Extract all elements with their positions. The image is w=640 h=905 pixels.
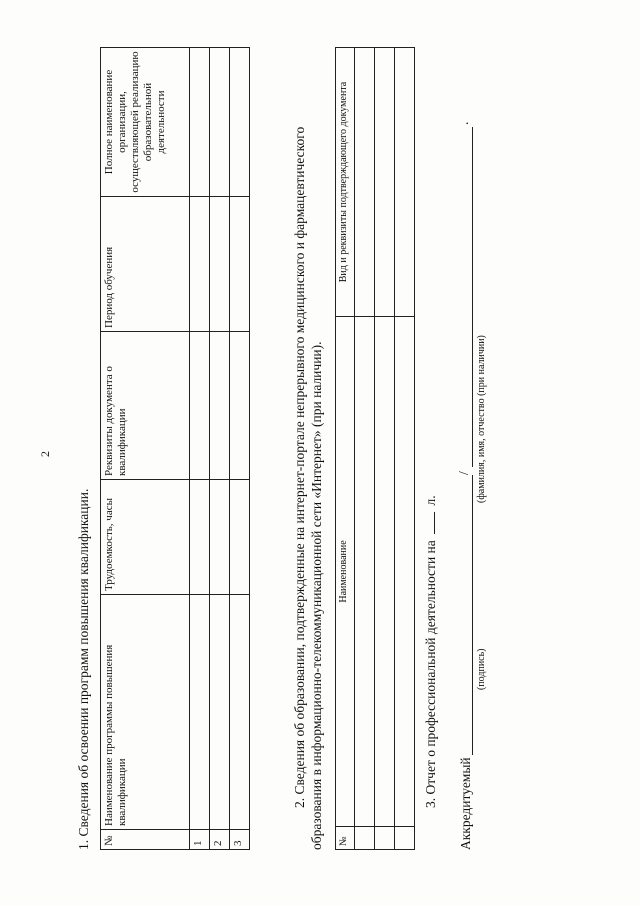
qualification-table: [100, 47, 250, 850]
table-row: [375, 48, 395, 850]
table-cell[interactable]: [230, 480, 250, 595]
pages-count-field[interactable]: [434, 512, 435, 534]
table-cell[interactable]: [395, 48, 415, 317]
table-cell[interactable]: [210, 197, 230, 332]
table-cell[interactable]: [230, 197, 250, 332]
table-cell[interactable]: [190, 332, 210, 480]
full-name-caption: (фамилия, имя, отчество (при наличии): [476, 335, 487, 503]
table-cell[interactable]: [395, 317, 415, 827]
qualification-header-row: [101, 48, 190, 850]
table-row: [395, 48, 415, 850]
table-cell[interactable]: [230, 48, 250, 197]
signature-period: .: [456, 121, 471, 125]
signature-label: Аккредитуемый: [458, 757, 473, 850]
col-period-header: Период обучения: [101, 197, 190, 332]
section3-title-suffix: л.: [423, 495, 438, 506]
table-row: [210, 48, 230, 850]
row-number: 1: [190, 830, 210, 850]
section2-title-line1: 2. Сведения об образовании, подтвержденные на интернет-портале непрерывного медицинского и фармацевтического: [292, 126, 307, 808]
table-cell[interactable]: [210, 595, 230, 830]
table-cell[interactable]: [375, 48, 395, 317]
signature-caption: (подпись): [476, 648, 487, 690]
full-name-line[interactable]: [472, 127, 473, 467]
section3-title-prefix: 3. Отчет о профессиональной деятельности на: [423, 540, 438, 808]
section1-title: 1. Сведения об освоении программ повышения квалификации.: [76, 488, 91, 850]
col-num-header: №: [336, 827, 355, 850]
table-cell[interactable]: [190, 595, 210, 830]
table-row: [355, 48, 375, 850]
table-cell[interactable]: [210, 480, 230, 595]
col-organization-header: Полное наименование организации, осуществляющей реализацию образовательной деятельности: [101, 48, 190, 197]
education-portal-table: [335, 47, 415, 850]
page-number: 2: [38, 451, 52, 457]
section3-title: [423, 495, 439, 808]
table-cell[interactable]: [375, 827, 395, 850]
col-doc-type-header: Вид и реквизиты подтверждающего документа: [336, 48, 355, 317]
education-header-row: [336, 48, 355, 850]
table-cell[interactable]: [230, 332, 250, 480]
row-number: 2: [210, 830, 230, 850]
signature-line[interactable]: [472, 475, 473, 755]
table-cell[interactable]: [230, 595, 250, 830]
table-cell[interactable]: [355, 48, 375, 317]
section2-title-line2: образования в информационно-телекоммуникационной сети «Интернет» (при наличии).: [309, 341, 324, 850]
table-cell[interactable]: [190, 480, 210, 595]
table-cell[interactable]: [355, 827, 375, 850]
col-program-header: Наименование программы повышения квалификации: [101, 595, 190, 830]
col-num-header: №: [101, 830, 190, 850]
table-row: [190, 48, 210, 850]
signature-slash: /: [456, 471, 471, 475]
table-cell[interactable]: [210, 48, 230, 197]
table-cell[interactable]: [375, 317, 395, 827]
col-hours-header: Трудоемкость, часы: [101, 480, 190, 595]
table-cell[interactable]: [210, 332, 230, 480]
table-cell[interactable]: [190, 48, 210, 197]
row-number: 3: [230, 830, 250, 850]
table-cell[interactable]: [395, 827, 415, 850]
table-row: [230, 48, 250, 850]
col-name-header: Наименование: [336, 317, 355, 827]
table-cell[interactable]: [190, 197, 210, 332]
table-cell[interactable]: [355, 317, 375, 827]
col-requisites-header: Реквизиты документа о квалификации: [101, 332, 190, 480]
